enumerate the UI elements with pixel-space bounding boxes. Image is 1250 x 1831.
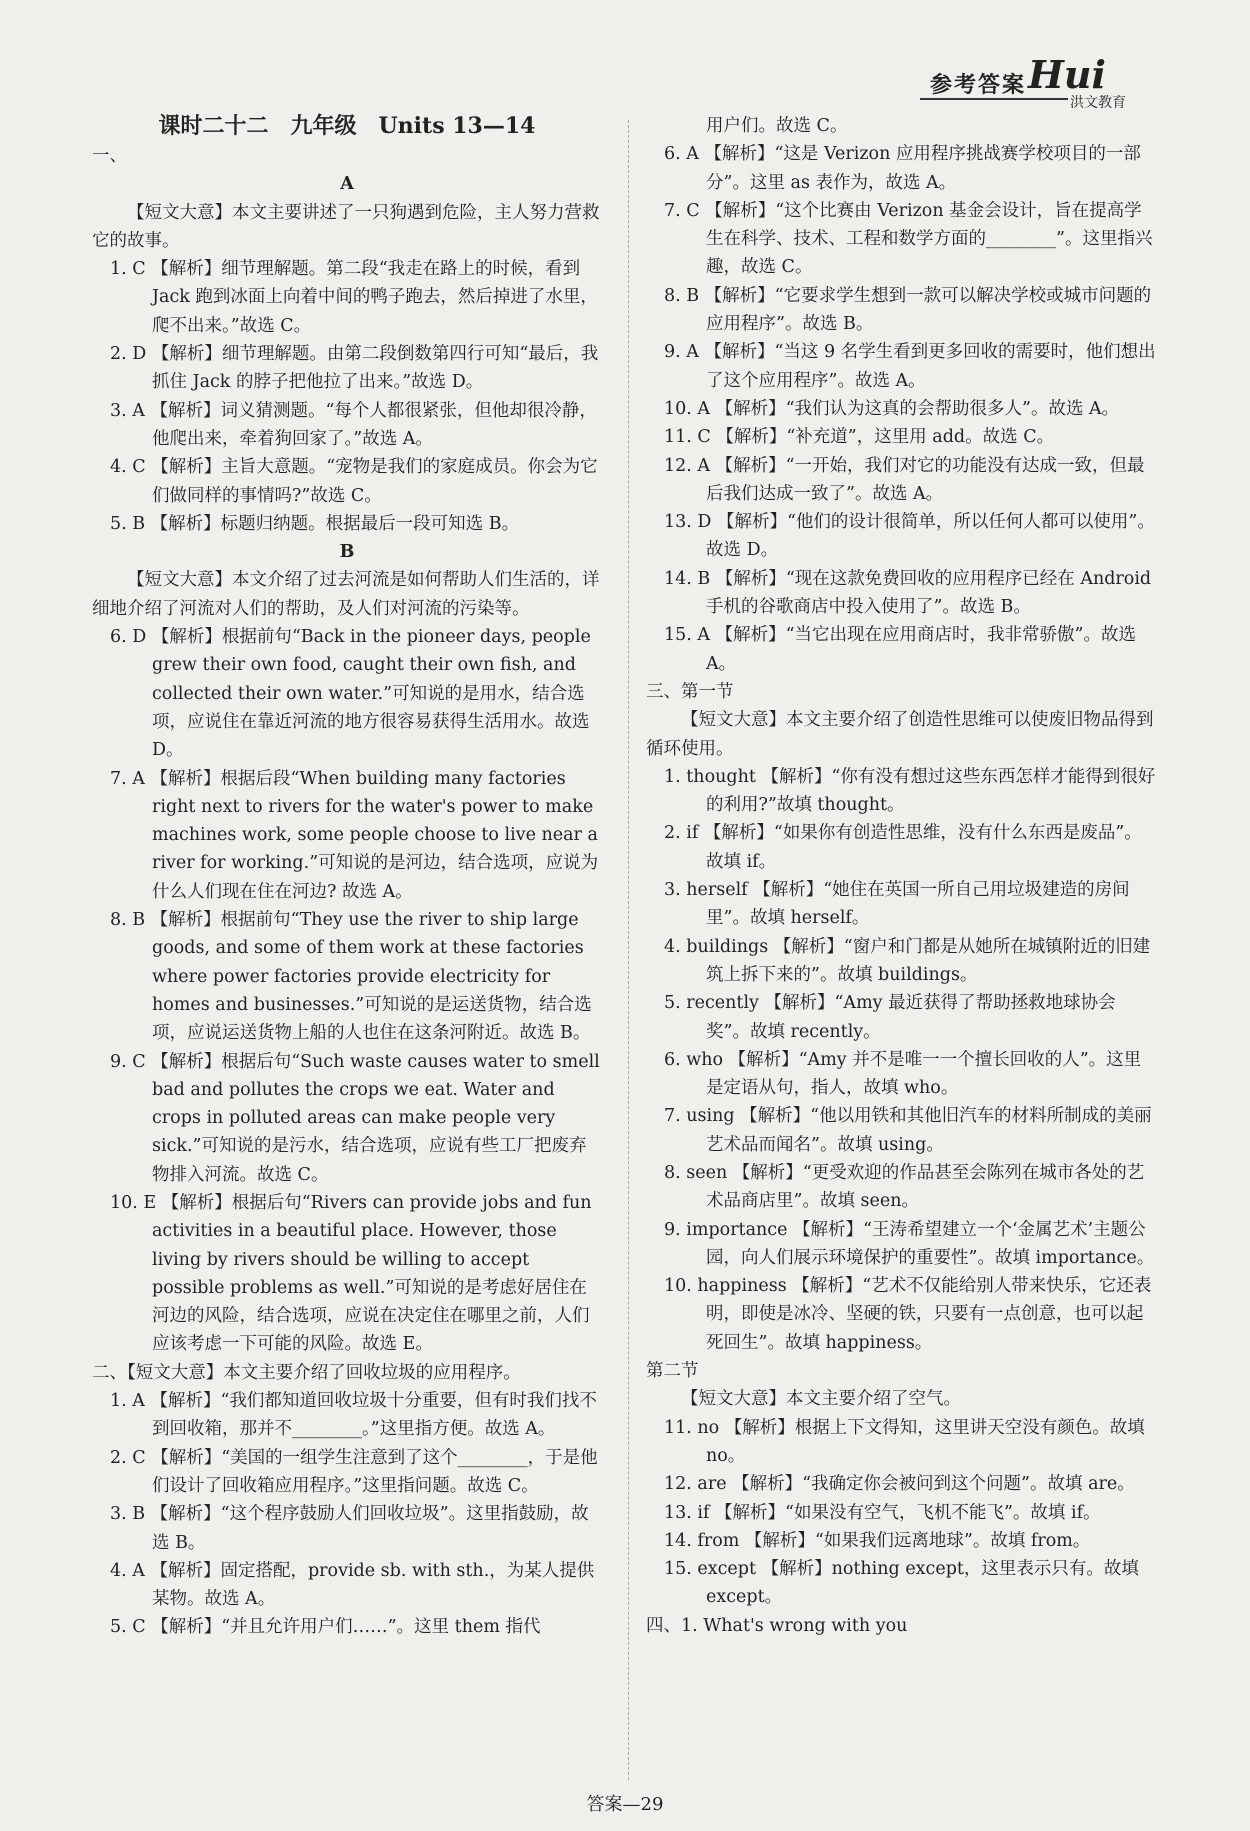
answer-item: 6. A 【解析】“这是 Verizon 应用程序挑战赛学校项目的一部分”。这里 as 表作为，故选 A。 <box>664 144 1141 193</box>
page-number: 答案—29 <box>586 1794 664 1815</box>
answer-item: 13. D 【解析】“他们的设计很简单，所以任何人都可以使用”。故选 D。 <box>664 512 1155 561</box>
answer-item: 4. A 【解析】固定搭配，provide sb. with sth.，为某人提供某物。故选 A。 <box>110 1560 595 1610</box>
answer-item: 9. A 【解析】“当这 9 名学生看到更多回收的需要时，他们想出了这个应用程序”。故选 A。 <box>664 342 1156 391</box>
answer-item: 8. B 【解析】根据前句“They use the river to ship large goods, and some of them work at these factories where power factories provide electricity for homes and businesses.”可知说的是运送货物，结合选项，应说运送货物上船的人也住在这条河附近。故选 B。 <box>110 910 592 1044</box>
answer-item: 10. happiness 【解析】“艺术不仅能给别人带来快乐，它还表明，即使是冰冷、坚硬的铁，只要有一点创意，也可以起死回生”。故填 happiness。 <box>664 1276 1152 1353</box>
answer-item: 13. if 【解析】“如果没有空气，飞机不能飞”。故填 if。 <box>664 1502 1101 1523</box>
passage-summary: 【短文大意】本文主要介绍了创造性思维可以使废旧物品得到循环使用。 <box>646 710 1154 759</box>
left-column <box>92 112 602 1642</box>
section-heading: 三、第一节 <box>646 681 734 702</box>
passage-summary: 【短文大意】本文主要讲述了一只狗遇到危险，主人努力营救它的故事。 <box>92 202 600 251</box>
answer-item: 4. buildings 【解析】“窗户和门都是从她所在城镇附近的旧建筑上拆下来的”。故填 buildings。 <box>664 936 1151 985</box>
answer-item: 2. D 【解析】细节理解题。由第二段倒数第四行可知“最后，我抓住 Jack 的脖子把他拉了出来。”故选 D。 <box>110 344 599 393</box>
answer-item: 7. C 【解析】“这个比赛由 Verizon 基金会设计，旨在提高学生在科学、技术、工程和数学方面的________”。这里指兴趣，故选 C。 <box>664 200 1153 278</box>
passage-label: A <box>340 174 354 195</box>
answer-item: 4. C 【解析】主旨大意题。“宠物是我们的家庭成员。你会为它们做同样的事情吗?”故选 C。 <box>110 457 598 506</box>
right-column <box>646 112 1156 1640</box>
brand-name: 洪文教育 <box>1070 95 1126 111</box>
answer-item: 9. C 【解析】根据后句“Such waste causes water to smell bad and pollutes the crops we eat. Water and crops in polluted areas can make people very sick.”可知说的是污水，结合选项，应说有些工厂把废弃物排入河流。故选 C。 <box>110 1051 600 1185</box>
column-divider <box>628 120 629 1780</box>
answer-item: 14. from 【解析】“如果我们远离地球”。故填 from。 <box>664 1530 1091 1551</box>
answer-item: 3. B 【解析】“这个程序鼓励人们回收垃圾”。这里指鼓励，故选 B。 <box>110 1504 589 1553</box>
page-header <box>920 52 1160 114</box>
answer-item: 2. if 【解析】“如果你有创造性思维，没有什么东西是废品”。故填 if。 <box>664 823 1142 872</box>
answer-item: 7. A 【解析】根据后段“When building many factories right next to rivers for the water's power to make machines work, some people choose to live near a river for working.”可知说的是河边，结合选项，应说为什么人们现在住在河边? 故选 A。 <box>110 768 599 902</box>
brand-logo: Hui <box>1028 52 1106 97</box>
answer-item: 10. A 【解析】“我们认为这真的会帮助很多人”。故选 A。 <box>664 398 1120 419</box>
section-heading: 二、【短文大意】本文主要介绍了回收垃圾的应用程序。 <box>92 1362 521 1383</box>
answer-item: 3. herself 【解析】“她住在英国一所自己用垃圾建造的房间里”。故填 herself。 <box>664 880 1130 929</box>
passage-label: B <box>339 542 355 563</box>
answer-item: 3. A 【解析】词义猜测题。“每个人都很紧张，但他却很冷静，他爬出来，牵着狗回家了。”故选 A。 <box>110 400 597 449</box>
answer-item: 6. D 【解析】根据前句“Back in the pioneer days, people grew their own food, caught their own fish, and collected their own water.”可知说的是用水，结合选项，应说住在靠近河流的地方很容易获得生活用水。故选 D。 <box>110 627 591 761</box>
answer-item: 1. thought 【解析】“你有没有想过这些东西怎样才能得到很好的利用?”故填 thought。 <box>664 766 1156 816</box>
answer-item: 1. C 【解析】细节理解题。第二段“我走在路上的时候，看到 Jack 跑到冰面上向着中间的鸭子跑去，然后掉进了水里，爬不出来。”故选 C。 <box>110 259 598 336</box>
answer-item: 11. C 【解析】“补充道”，这里用 add。故选 C。 <box>664 427 1055 448</box>
section-heading: 一、 <box>92 146 127 166</box>
passage-summary: 【短文大意】本文主要介绍了空气。 <box>681 1389 961 1410</box>
answer-item: 5. recently 【解析】“Amy 最近获得了帮助拯救地球协会奖”。故填 recently。 <box>664 993 1116 1042</box>
answer-item: 15. except 【解析】nothing except，这里表示只有。故填 except。 <box>664 1559 1139 1608</box>
answer-item: 1. A 【解析】“我们都知道回收垃圾十分重要，但有时我们找不到回收箱，那并不________。”这里指方便。故选 A。 <box>110 1391 597 1440</box>
answer-item: 10. E 【解析】根据后句“Rivers can provide jobs and fun activities in a beautiful place. However, those living by rivers should be willing to accept possible problems as well.”可知说的是考虑好居住在河边的风险，结合选项，应说在决定住在哪里之前，人们应该考虑一下可能的风险。故选 E。 <box>110 1192 592 1355</box>
answer-item: 5. C 【解析】“并且允许用户们……”。这里 them 指代 <box>110 1617 541 1638</box>
answer-item: 2. C 【解析】“美国的一组学生注意到了这个________，于是他们设计了回收箱应用程序。”这里指问题。故选 C。 <box>110 1447 598 1496</box>
answer-item: 14. B 【解析】“现在这款免费回收的应用程序已经在 Android 手机的谷歌商店中投入使用了”。故选 B。 <box>664 568 1152 618</box>
section-heading: 第二节 <box>646 1361 699 1382</box>
answer-item: 5. B 【解析】标题归纳题。根据最后一段可知选 B。 <box>110 513 520 534</box>
answer-item: 12. A 【解析】“一开始，我们对它的功能没有达成一致，但最后我们达成一致了”。故选 A。 <box>664 455 1145 504</box>
answer-item: 12. are 【解析】“我确定你会被问到这个问题”。故填 are。 <box>664 1474 1135 1495</box>
lesson-title: 课时二十二 九年级 Units 13—14 <box>158 113 536 139</box>
answer-item: 8. seen 【解析】“更受欢迎的作品甚至会陈列在城市各处的艺术品商店里”。故填 seen。 <box>664 1162 1145 1212</box>
answer-item-continued: 用户们。故选 C。 <box>706 116 848 136</box>
section-heading: 四、1. What's wrong with you <box>646 1615 908 1636</box>
answer-item: 8. B 【解析】“它要求学生想到一款可以解决学校或城市问题的应用程序”。故选 B。 <box>664 285 1152 335</box>
answer-item: 6. who 【解析】“Amy 并不是唯一一个擅长回收的人”。这里是定语从句，指人，故填 who。 <box>664 1049 1142 1099</box>
answer-item: 7. using 【解析】“他以用铁和其他旧汽车的材料所制成的美丽艺术品而闻名”。故填 using。 <box>664 1106 1152 1155</box>
answer-item: 15. A 【解析】“当它出现在应用商店时，我非常骄傲”。故选 A。 <box>664 625 1136 674</box>
header-rule <box>920 98 1068 100</box>
passage-summary: 【短文大意】本文介绍了过去河流是如何帮助人们生活的，详细地介绍了河流对人们的帮助，及人们对河流的污染等。 <box>92 570 600 619</box>
answer-item: 9. importance 【解析】“王涛希望建立一个‘金属艺术’主题公园，向人们展示环境保护的重要性”。故填 importance。 <box>664 1219 1155 1268</box>
answer-item: 11. no 【解析】根据上下文得知，这里讲天空没有颜色。故填 no。 <box>664 1417 1145 1466</box>
header-title: 参考答案 <box>930 72 1027 98</box>
